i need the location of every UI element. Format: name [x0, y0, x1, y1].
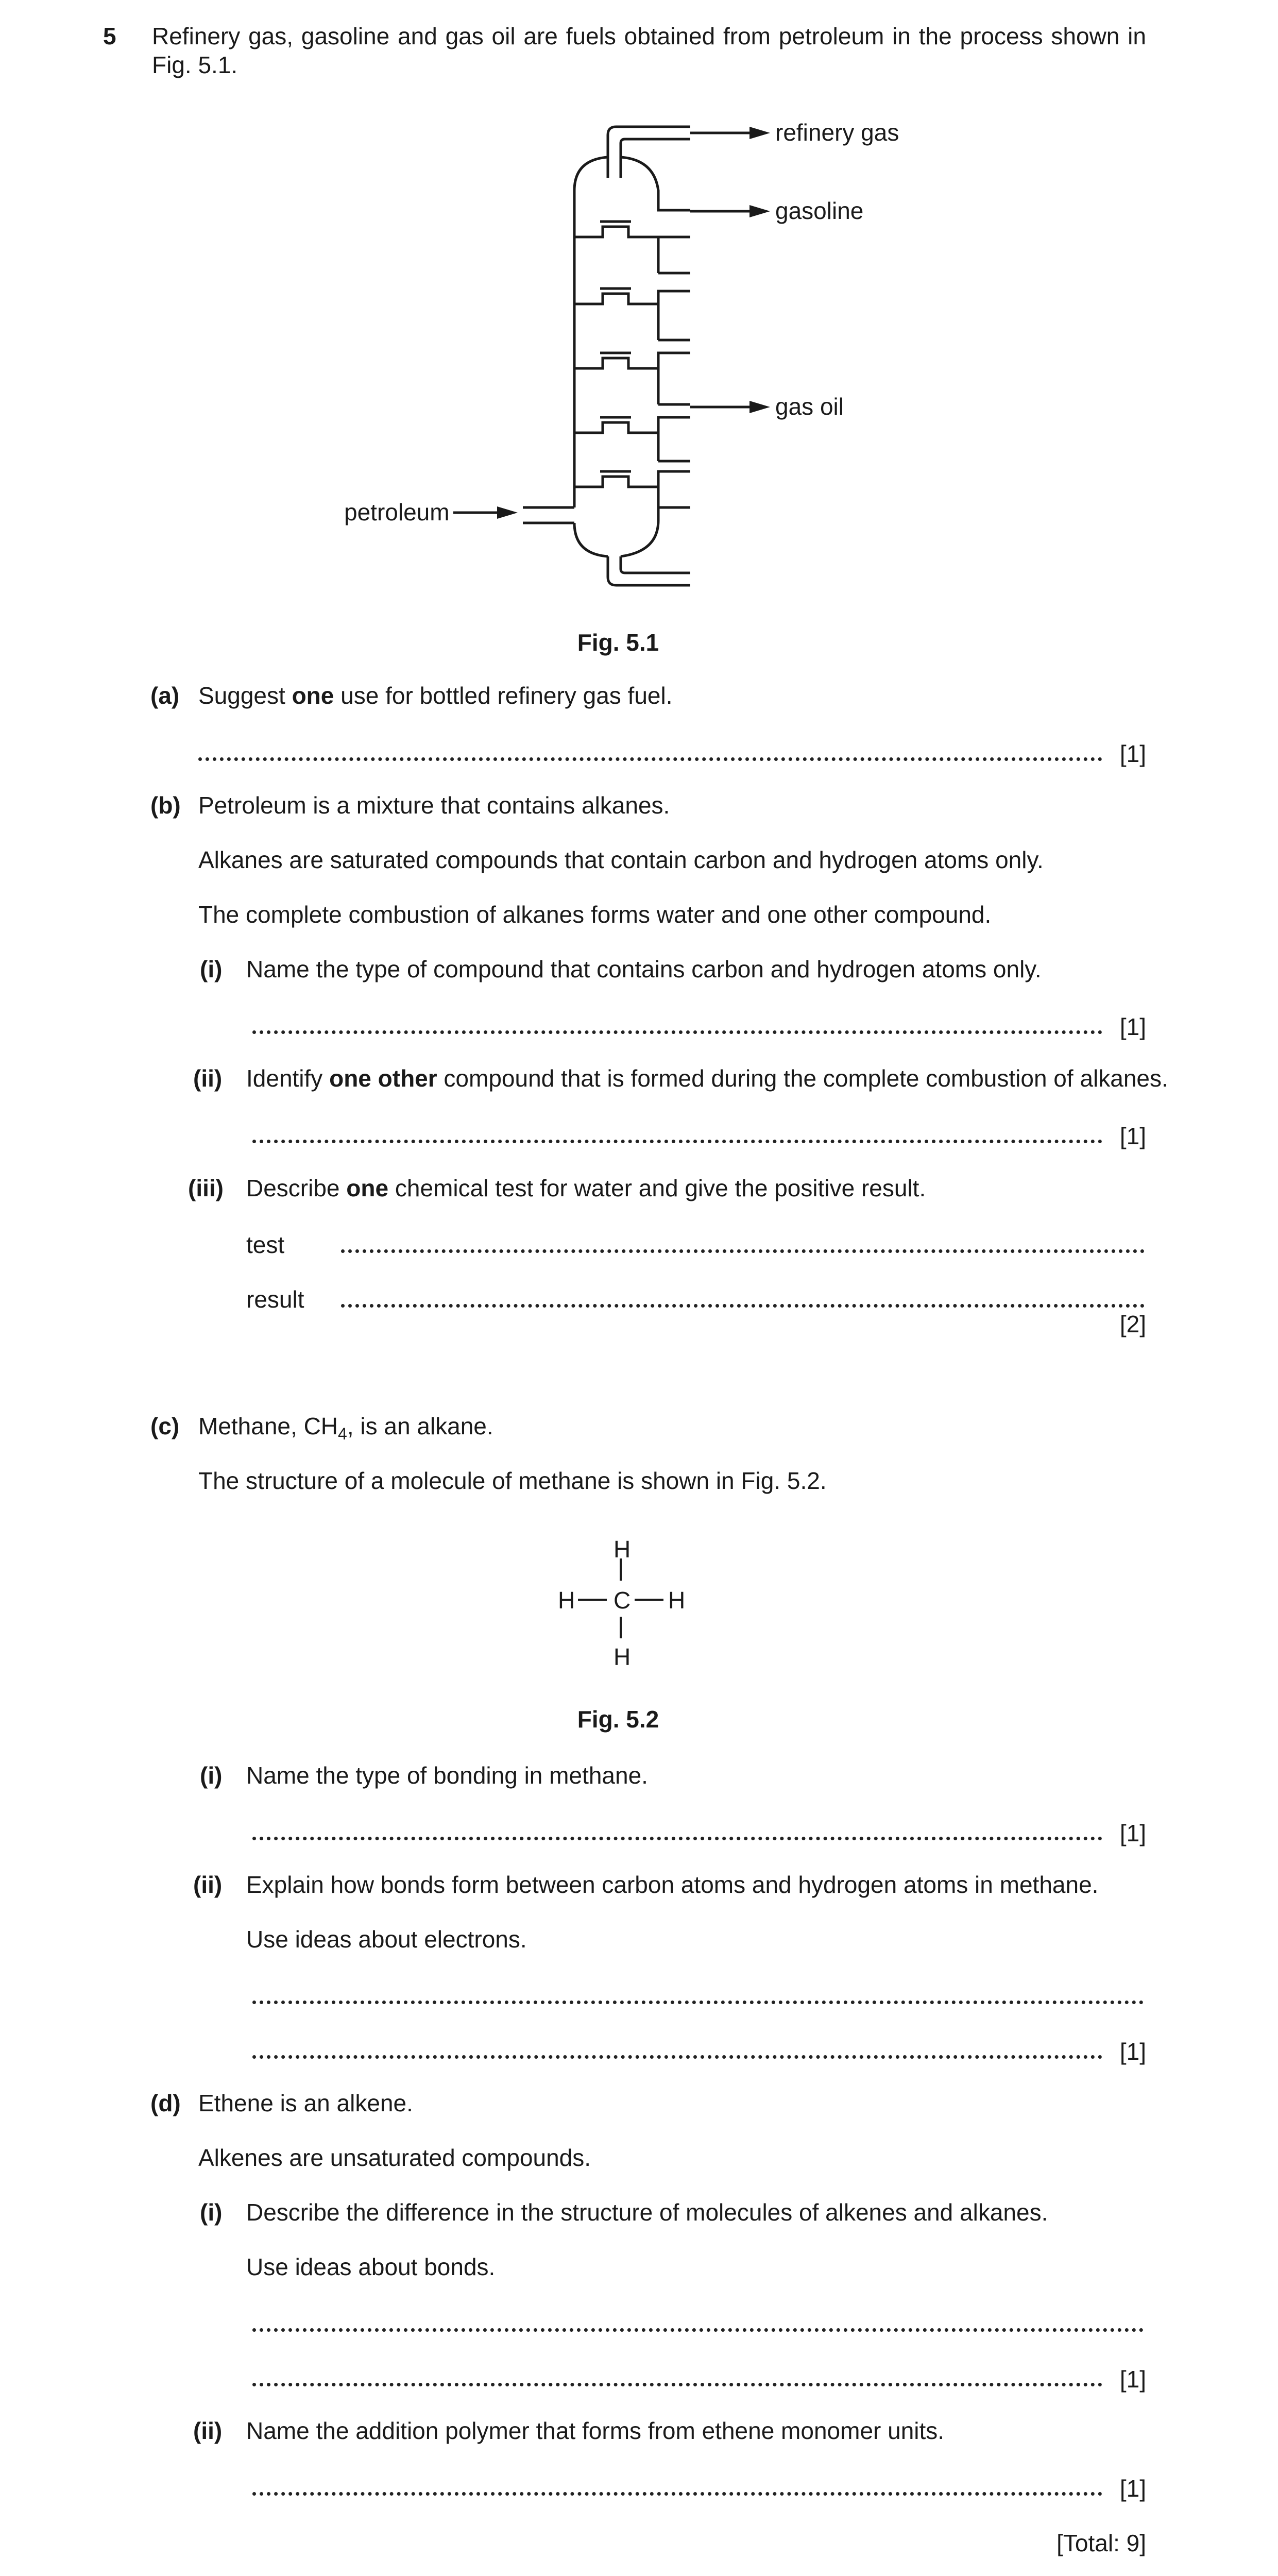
part-d-i-hint: Use ideas about bonds. — [246, 2253, 496, 2280]
part-b-i-prompt: Name the type of compound that contains carbon and hydrogen atoms only. — [246, 956, 1042, 982]
part-d-label: (d) — [150, 2090, 181, 2116]
mark-b-ii: [1] — [1119, 1123, 1146, 1149]
answer-line-a[interactable] — [198, 757, 1102, 761]
column-top-dome — [574, 157, 608, 191]
arrow-petroleum — [497, 506, 518, 519]
bubble-cap-trays — [574, 222, 658, 487]
mark-c-i: [1] — [1119, 1820, 1146, 1846]
part-c-label: (c) — [150, 1413, 180, 1439]
atom-h-top: H — [614, 1540, 631, 1563]
fractionating-column-diagram — [330, 103, 948, 618]
question-intro-line2: Fig. 5.1. — [152, 52, 238, 78]
fig-5-1-caption: Fig. 5.1 — [577, 629, 659, 656]
part-b-line1: Petroleum is a mixture that contains alkanes. — [198, 792, 670, 819]
answer-line-d-ii[interactable] — [252, 2492, 1102, 2496]
label-gasoline: gasoline — [775, 197, 864, 224]
part-c-line2: The structure of a molecule of methane is shown in Fig. 5.2. — [198, 1467, 827, 1494]
mark-c-ii: [1] — [1119, 2038, 1146, 2065]
column-bottom-bowl — [574, 523, 608, 556]
answer-line-d-i-1[interactable] — [252, 2328, 1144, 2332]
part-a-prompt: Suggest one use for bottled refinery gas fuel. — [198, 682, 673, 709]
arrow-gas-oil — [749, 401, 770, 413]
label-refinery-gas: refinery gas — [775, 119, 899, 146]
answer-line-b-i[interactable] — [252, 1030, 1102, 1034]
arrow-gasoline — [749, 205, 770, 217]
part-b-line3: The complete combustion of alkanes forms water and one other compound. — [198, 901, 992, 928]
result-label: result — [246, 1286, 304, 1313]
question-intro-line1: Refinery gas, gasoline and gas oil are fuels obtained from petroleum in the process shown in — [152, 23, 1146, 49]
mark-d-ii: [1] — [1119, 2475, 1146, 2502]
mark-d-i: [1] — [1119, 2366, 1146, 2393]
atom-h-bottom: H — [614, 1643, 631, 1670]
methane-structure-diagram — [541, 1540, 737, 1710]
part-d-i-label: (i) — [200, 2199, 223, 2226]
part-c-line1: Methane, $CH_4$, is an alkane. — [198, 1413, 493, 1444]
part-b-label: (b) — [150, 792, 181, 819]
part-c-i-prompt: Name the type of bonding in methane. — [246, 1762, 648, 1789]
answer-line-c-ii-2[interactable] — [252, 2055, 1102, 2059]
part-d-line1: Ethene is an alkene. — [198, 2090, 413, 2116]
part-b-i-label: (i) — [200, 956, 223, 982]
answer-line-c-i[interactable] — [252, 1837, 1102, 1840]
atom-c: C — [614, 1587, 631, 1614]
total-marks: [Total: 9] — [1057, 2530, 1146, 2556]
answer-line-result[interactable] — [341, 1304, 1145, 1308]
test-label: test — [246, 1231, 285, 1258]
question-number: 5 — [103, 23, 116, 49]
part-d-line2: Alkenes are unsaturated compounds. — [198, 2144, 591, 2171]
part-c-ii-label: (ii) — [193, 1871, 223, 1898]
part-c-ii-hint: Use ideas about electrons. — [246, 1926, 527, 1953]
mark-b-i: [1] — [1119, 1013, 1146, 1040]
part-a-label: (a) — [150, 682, 180, 709]
atom-h-left: H — [558, 1587, 575, 1614]
answer-line-c-ii-1[interactable] — [252, 2001, 1144, 2004]
fig-5-2-caption: Fig. 5.2 — [577, 1706, 659, 1733]
label-petroleum: petroleum — [344, 499, 450, 526]
part-d-ii-prompt: Name the addition polymer that forms from ethene monomer units. — [246, 2417, 945, 2444]
answer-line-d-i-2[interactable] — [252, 2383, 1102, 2386]
part-d-ii-label: (ii) — [193, 2417, 223, 2444]
part-b-ii-label: (ii) — [193, 1065, 223, 1092]
atom-h-right: H — [668, 1587, 686, 1614]
part-b-ii-prompt: Identify one other compound that is formed during the complete combustion of alkanes. — [246, 1065, 1168, 1092]
label-gas-oil: gas oil — [775, 393, 844, 420]
part-b-iii-prompt: Describe one chemical test for water and give the positive result. — [246, 1175, 926, 1201]
part-c-i-label: (i) — [200, 1762, 223, 1789]
part-b-line2: Alkanes are saturated compounds that contain carbon and hydrogen atoms only. — [198, 846, 1044, 873]
answer-line-b-ii[interactable] — [252, 1140, 1102, 1143]
answer-line-test[interactable] — [341, 1249, 1145, 1253]
part-c-ii-prompt: Explain how bonds form between carbon atoms and hydrogen atoms in methane. — [246, 1871, 1099, 1898]
part-b-iii-label: (iii) — [188, 1175, 224, 1201]
mark-a: [1] — [1119, 740, 1146, 767]
arrow-refinery-gas — [749, 127, 770, 139]
part-d-i-prompt: Describe the difference in the structure of molecules of alkenes and alkanes. — [246, 2199, 1048, 2226]
mark-b-iii: [2] — [1119, 1311, 1146, 1337]
